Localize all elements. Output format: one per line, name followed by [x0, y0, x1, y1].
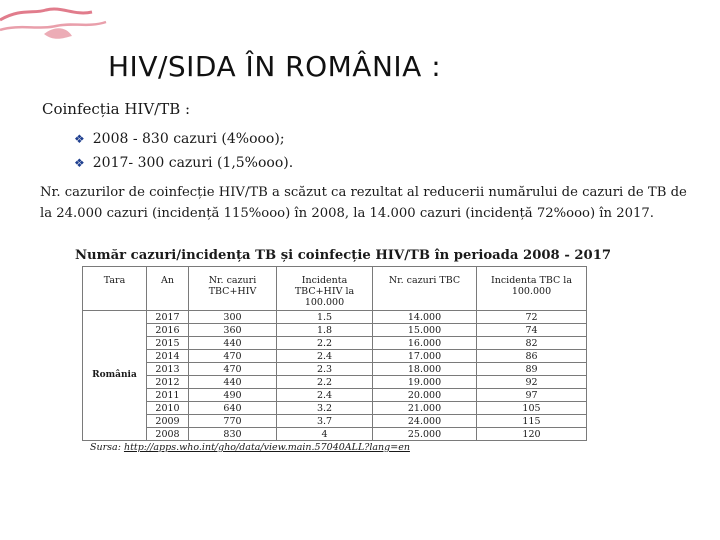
table-cell: 470 — [189, 350, 277, 363]
page-title: HIV/SIDA ÎN ROMÂNIA : — [108, 50, 442, 83]
table-cell: 120 — [477, 428, 587, 441]
table-cell: 16.000 — [373, 337, 477, 350]
awareness-ribbon-icon — [0, 0, 110, 56]
column-header: An — [147, 267, 189, 311]
tb-hiv-table — [82, 266, 587, 441]
table-cell: 18.000 — [373, 363, 477, 376]
list-item: ❖ 2017- 300 cazuri (1,5%ooo). — [74, 155, 294, 171]
column-header: Nr. cazuri TBC — [373, 267, 477, 311]
table-cell: 440 — [189, 337, 277, 350]
diamond-bullet-icon: ❖ — [74, 156, 85, 170]
table-cell: 115 — [477, 415, 587, 428]
table-cell: 3.7 — [277, 415, 373, 428]
table-cell: 440 — [189, 376, 277, 389]
table-row — [83, 428, 587, 441]
table-cell: 82 — [477, 337, 587, 350]
table-cell: 1.8 — [277, 324, 373, 337]
bullet-list — [74, 127, 293, 175]
table-cell: 2.2 — [277, 337, 373, 350]
table-cell: 2.2 — [277, 376, 373, 389]
table-cell: 20.000 — [373, 389, 477, 402]
table-header-row — [83, 267, 587, 311]
table-cell: 2012 — [147, 376, 189, 389]
table-cell: 2016 — [147, 324, 189, 337]
table-row — [83, 324, 587, 337]
table-row — [83, 402, 587, 415]
table-cell: 2009 — [147, 415, 189, 428]
table-row — [83, 376, 587, 389]
table-cell: 2.3 — [277, 363, 373, 376]
table-cell: 74 — [477, 324, 587, 337]
table-cell: 3.2 — [277, 402, 373, 415]
table-cell: 105 — [477, 402, 587, 415]
table-cell: 1.5 — [277, 311, 373, 324]
diamond-bullet-icon: ❖ — [74, 132, 85, 146]
table-cell: 830 — [189, 428, 277, 441]
table-cell: 86 — [477, 350, 587, 363]
table-row — [83, 363, 587, 376]
table-cell: 2008 — [147, 428, 189, 441]
source-citation — [90, 442, 410, 453]
table-cell: 470 — [189, 363, 277, 376]
column-header: Incidenta TBC+HIV la 100.000 — [277, 267, 373, 311]
summary-paragraph: Nr. cazurilor de coinfecție HIV/TB a scăzut ca rezultat al reducerii numărului de cazuri de TB de la 24.000 cazuri (incidență 115%ooo) în 2008, la 14.000 cazuri (incidență 72%ooo) în 2017. — [40, 185, 687, 221]
table-cell: 770 — [189, 415, 277, 428]
table-cell: 360 — [189, 324, 277, 337]
table-row — [83, 337, 587, 350]
table-cell: 14.000 — [373, 311, 477, 324]
table-row — [83, 311, 587, 324]
table-cell: 2010 — [147, 402, 189, 415]
table-row — [83, 389, 587, 402]
table-cell: 89 — [477, 363, 587, 376]
table-cell: 17.000 — [373, 350, 477, 363]
table-row — [83, 415, 587, 428]
table-cell: 19.000 — [373, 376, 477, 389]
table-cell: 2014 — [147, 350, 189, 363]
table-cell: 15.000 — [373, 324, 477, 337]
country-cell: România — [83, 311, 147, 441]
column-header: Nr. cazuri TBC+HIV — [189, 267, 277, 311]
source-link[interactable]: http://apps.who.int/gho/data/view.main.57040ALL?lang=en — [123, 442, 410, 453]
table-cell: 2017 — [147, 311, 189, 324]
table-cell: 24.000 — [373, 415, 477, 428]
table-row — [83, 350, 587, 363]
table-cell: 300 — [189, 311, 277, 324]
table-cell: 2013 — [147, 363, 189, 376]
table-cell: 21.000 — [373, 402, 477, 415]
table-cell: 2.4 — [277, 350, 373, 363]
table-cell: 92 — [477, 376, 587, 389]
list-item: ❖ 2008 - 830 cazuri (4%ooo); — [74, 131, 285, 147]
table-cell: 4 — [277, 428, 373, 441]
subtitle: Coinfecția HIV/TB : — [42, 100, 191, 118]
table-title: Număr cazuri/incidența TB și coinfecție HIV/TB în perioada 2008 - 2017 — [75, 248, 612, 263]
table-cell: 2015 — [147, 337, 189, 350]
table-cell: 490 — [189, 389, 277, 402]
column-header: Incidenta TBC la 100.000 — [477, 267, 587, 311]
source-label: Sursa: — [90, 442, 121, 453]
table-cell: 2011 — [147, 389, 189, 402]
table-cell: 2.4 — [277, 389, 373, 402]
table-cell: 25.000 — [373, 428, 477, 441]
table-cell: 640 — [189, 402, 277, 415]
column-header: Tara — [83, 267, 147, 311]
table-cell: 97 — [477, 389, 587, 402]
table-cell: 72 — [477, 311, 587, 324]
